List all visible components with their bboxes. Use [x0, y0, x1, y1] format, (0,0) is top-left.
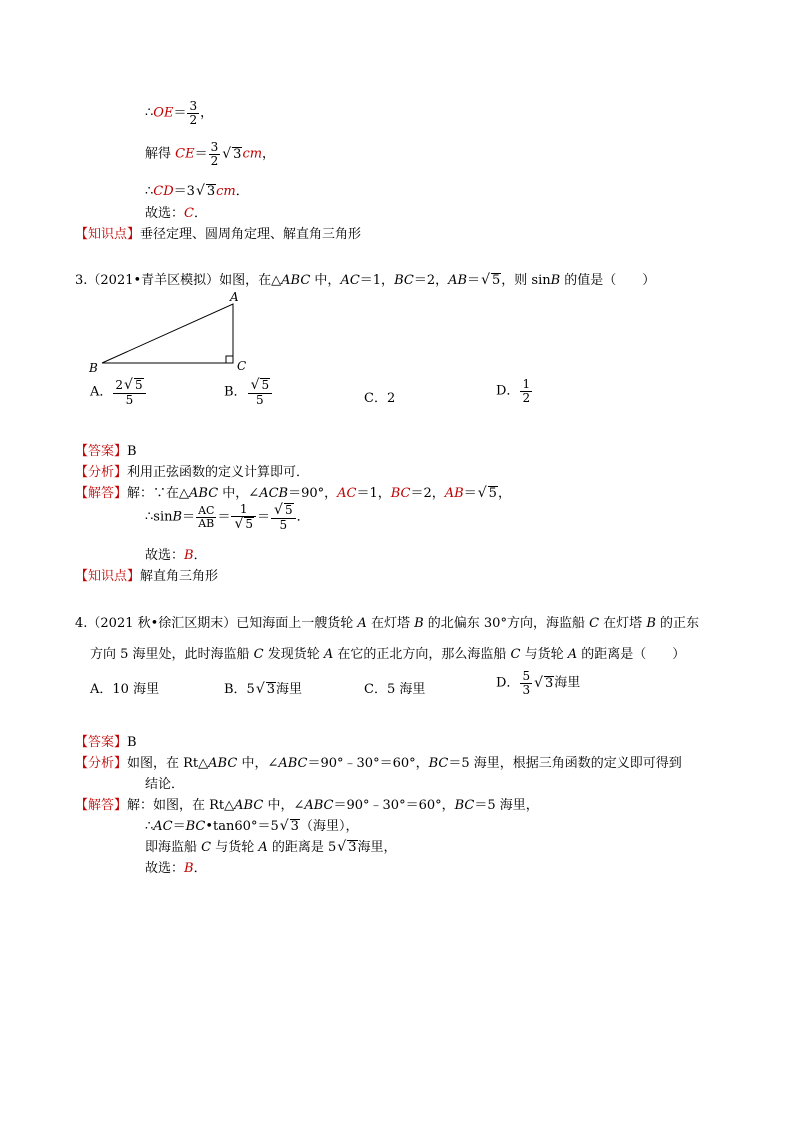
q2-line-cd: ∴CD＝3√ 3cm． [145, 183, 249, 199]
q4-analysis-line1: 【分析】如图，在 Rt△ABC 中，∠ABC＝90°﹣30°＝60°，BC＝5 海里，根据三角函数的定义即可得到 [75, 756, 682, 771]
q3-solution-line1: 【解答】解：∵在△ABC 中，∠ACB＝90°，AC＝1，BC＝2，AB＝√ 5， [75, 485, 511, 501]
q3-option-b: B． $\frac{√ 5}{5}$ [224, 378, 273, 406]
q2-line-oe: ∴OE＝ $\frac{3}{2}$ ， [145, 99, 214, 127]
q3-option-c: C．2 [364, 391, 396, 406]
q4-analysis-line2: 结论． [145, 777, 185, 792]
q3-solution-line2: ∴sinB＝ $\frac{AC}{AB}$ ＝ $\frac{1}{√ 5}$ ＝ $\frac{√ 5}{5}$ ． [145, 502, 310, 532]
q3-solution-choice: 故选：B． [145, 548, 207, 563]
vertex-a-label: A [230, 290, 239, 304]
q3-option-d: D． $\frac{1}{2}$ [496, 377, 531, 405]
q4-solution-line3: 即海监船 C 与货轮 A 的距离是 5√ 3海里， [145, 839, 397, 855]
vertex-c-label: C [237, 359, 247, 373]
q2-knowledge: 【知识点】垂径定理、圆周角定理、解直角三角形 [75, 227, 362, 242]
q4-stem-line2: 方向 5 海里处，此时海监船 C 发现货轮 A 在它的正北方向，那么海监船 C 与货轮 A 的距离是（ ） [90, 647, 686, 662]
q4-option-a: A．10 海里 [90, 682, 160, 697]
q2-choice: 故选：C． [145, 206, 207, 221]
q4-answer: 【答案】B [75, 735, 137, 750]
q4-solution-line1: 【解答】解：如图，在 Rt△ABC 中，∠ABC＝90°﹣30°＝60°，BC＝5 海里， [75, 798, 539, 813]
q2-line-ce: 解得 CE＝ $\frac{3}{2}$ √ 3cm， [145, 140, 276, 168]
q4-solution-choice: 故选：B． [145, 861, 207, 876]
q4-option-d: D． $\frac{5}{3}$ √ 3海里 [496, 669, 581, 697]
q4-solution-line2: ∴AC＝BC•tan60°＝5√ 3（海里）， [145, 818, 359, 834]
q4-stem-line1: 4.（2021 秋•徐汇区期末）已知海面上一艘货轮 A 在灯塔 B 的北偏东 30°方向，海监船 C 在灯塔 B 的正东 [75, 616, 700, 631]
q4-option-b: B．5√ 3海里 [224, 681, 303, 697]
q3-triangle-figure [85, 288, 255, 378]
q3-stem: 3.（2021•青羊区模拟）如图，在△ABC 中，AC＝1，BC＝2，AB＝√ 5，则 sinB 的值是（ ） [75, 272, 656, 288]
q3-knowledge: 【知识点】解直角三角形 [75, 569, 219, 584]
vertex-b-label: B [89, 361, 98, 375]
q3-option-a: A． $\frac{2√ 5}{5}$ [90, 378, 147, 406]
q3-answer: 【答案】B [75, 444, 137, 459]
q4-option-c: C．5 海里 [364, 682, 426, 697]
q3-analysis: 【分析】利用正弦函数的定义计算即可． [75, 465, 310, 480]
